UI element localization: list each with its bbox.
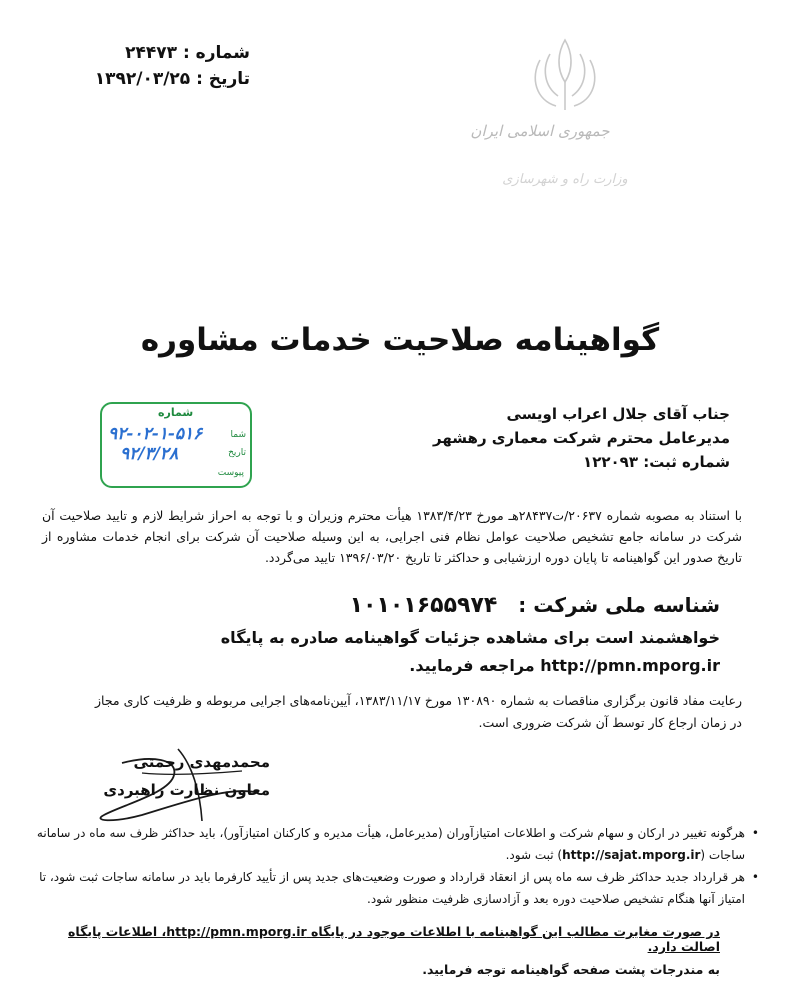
- stamp-attachment-label: پیوست: [217, 468, 244, 478]
- stamp-date-label: تاریخ: [228, 448, 246, 458]
- note-text: هرگونه تغییر در ارکان و سهام شرکت و اطلاعات امتیازآوران (مدیرعامل، هیأت مدیره و کارکنان امتیازآور)، باید حداکثر ظرف سه ماه در سامانه ساجات (: [36, 826, 745, 862]
- compliance-note: [42, 690, 742, 734]
- emblem-area: [470, 30, 660, 200]
- registration-number: شماره ثبت: ۱۲۲۰۹۳: [583, 453, 730, 471]
- note-bullet: •: [751, 870, 759, 884]
- back-page-note: به مندرجات پشت صفحه گواهینامه توجه فرمایید.: [422, 962, 720, 977]
- compliance-line-2: در زمان ارجاع کار توسط آن شرکت ضروری است.: [478, 715, 742, 730]
- addressee-position: مدیرعامل محترم شرکت معماری رهشهر: [433, 429, 730, 447]
- note-item: [35, 866, 759, 910]
- company-id-value: ۱۰۱۰۱۶۵۵۹۷۴: [349, 593, 498, 618]
- document-number-value: ۲۴۴۷۳: [125, 43, 178, 63]
- company-id-label: شناسه ملی شرکت :: [518, 593, 720, 617]
- emblem-line-2: وزارت راه و شهرسازی: [502, 172, 628, 187]
- request-line-1: خواهشمند است برای مشاهده جزئیات گواهینامه صادره به پایگاه: [220, 628, 720, 647]
- signer-position: معاون نظارت راهبردی: [103, 781, 270, 799]
- certificate-title: گواهینامه صلاحیت خدمات مشاوره: [140, 322, 660, 358]
- stamp-top-word: شماره: [158, 406, 194, 419]
- stamp-date-handwritten: ۹۲/۳/۲۸: [120, 444, 179, 464]
- request-line-2: [221, 652, 720, 680]
- addressee-block: [370, 402, 730, 474]
- document-number-label: شماره :: [182, 43, 250, 63]
- signer-block: [70, 748, 270, 804]
- verification-request: [221, 624, 720, 680]
- note-bullet: •: [751, 826, 759, 840]
- notes-list: [35, 822, 759, 910]
- document-date-value: ۱۳۹۲/۰۳/۲۵: [94, 69, 191, 89]
- warning-link[interactable]: http://pmn.mporg.ir: [166, 924, 307, 939]
- pmn-link[interactable]: http://pmn.mporg.ir: [540, 656, 720, 675]
- compliance-line-1: رعایت مفاد قانون برگزاری مناقصات به شماره ۱۳۰۸۹۰ مورخ ۱۳۸۳/۱۱/۱۷، آیین‌نامه‌های اجرایی مربوطه و ظرفیت کاری مجاز: [95, 693, 742, 708]
- addressee-name: جناب آقای جلال اعراب اویسی: [506, 405, 730, 423]
- company-national-id: [350, 593, 720, 618]
- emblem-line-1: جمهوری اسلامی ایران: [470, 122, 610, 140]
- document-number-row: [60, 40, 250, 66]
- certificate-body: با استناد به مصوبه شماره ۲۰۶۳۷/ت۲۸۴۳۷هـ مورخ ۱۳۸۳/۴/۲۳ هیأت محترم وزیران و با توجه به احراز شرایط لازم و تایید صلاحیت آن شرکت در سامانه جامع تشخیص صلاحیت عوامل نظام فنی اجرایی، به این وسیله صلاحیت آن شرکت برای انجام خدمات مشاوره از تاریخ صدور این گواهینامه تا پایان دوره ارزشیابی و حداکثر تا تاریخ ۱۳۹۶/۰۳/۲۰ تایید می‌گردد.: [42, 508, 743, 565]
- note-item: [35, 822, 759, 866]
- request-line-2-suffix: مراجعه فرمایید.: [409, 656, 535, 675]
- document-meta: [60, 40, 250, 92]
- note-text-end: ) ثبت شود.: [505, 848, 563, 862]
- warning-text: در صورت مغایرت مطالب این گواهینامه با اطلاعات موجود در پایگاه: [311, 924, 720, 939]
- warning-text-end: ، اطلاعات پایگاه اصالت دارد.: [68, 924, 720, 954]
- sajat-link[interactable]: http://sajat.mporg.ir: [562, 848, 701, 862]
- discrepancy-warning: [60, 924, 720, 954]
- document-date-row: [60, 66, 250, 92]
- note-text: هر قرارداد جدید حداکثر ظرف سه ماه پس از انعقاد قرارداد و صورت وضعیت‌های جدید پس از تأیید کارفرما باید در سامانه ساجات ثبت شود، تا امتیاز آنها هنگام تشخیص صلاحیت دوره بعد و آزادسازی ظرفیت منظور شود.: [39, 870, 745, 906]
- document-date-label: تاریخ :: [196, 69, 250, 89]
- registration-stamp: [100, 402, 252, 488]
- signer-name: محمدمهدی رحمتی: [133, 753, 270, 771]
- stamp-number-handwritten: ۹۲-۰۲-۱-۵۱۶: [108, 424, 203, 444]
- stamp-number-label: شما: [230, 430, 246, 440]
